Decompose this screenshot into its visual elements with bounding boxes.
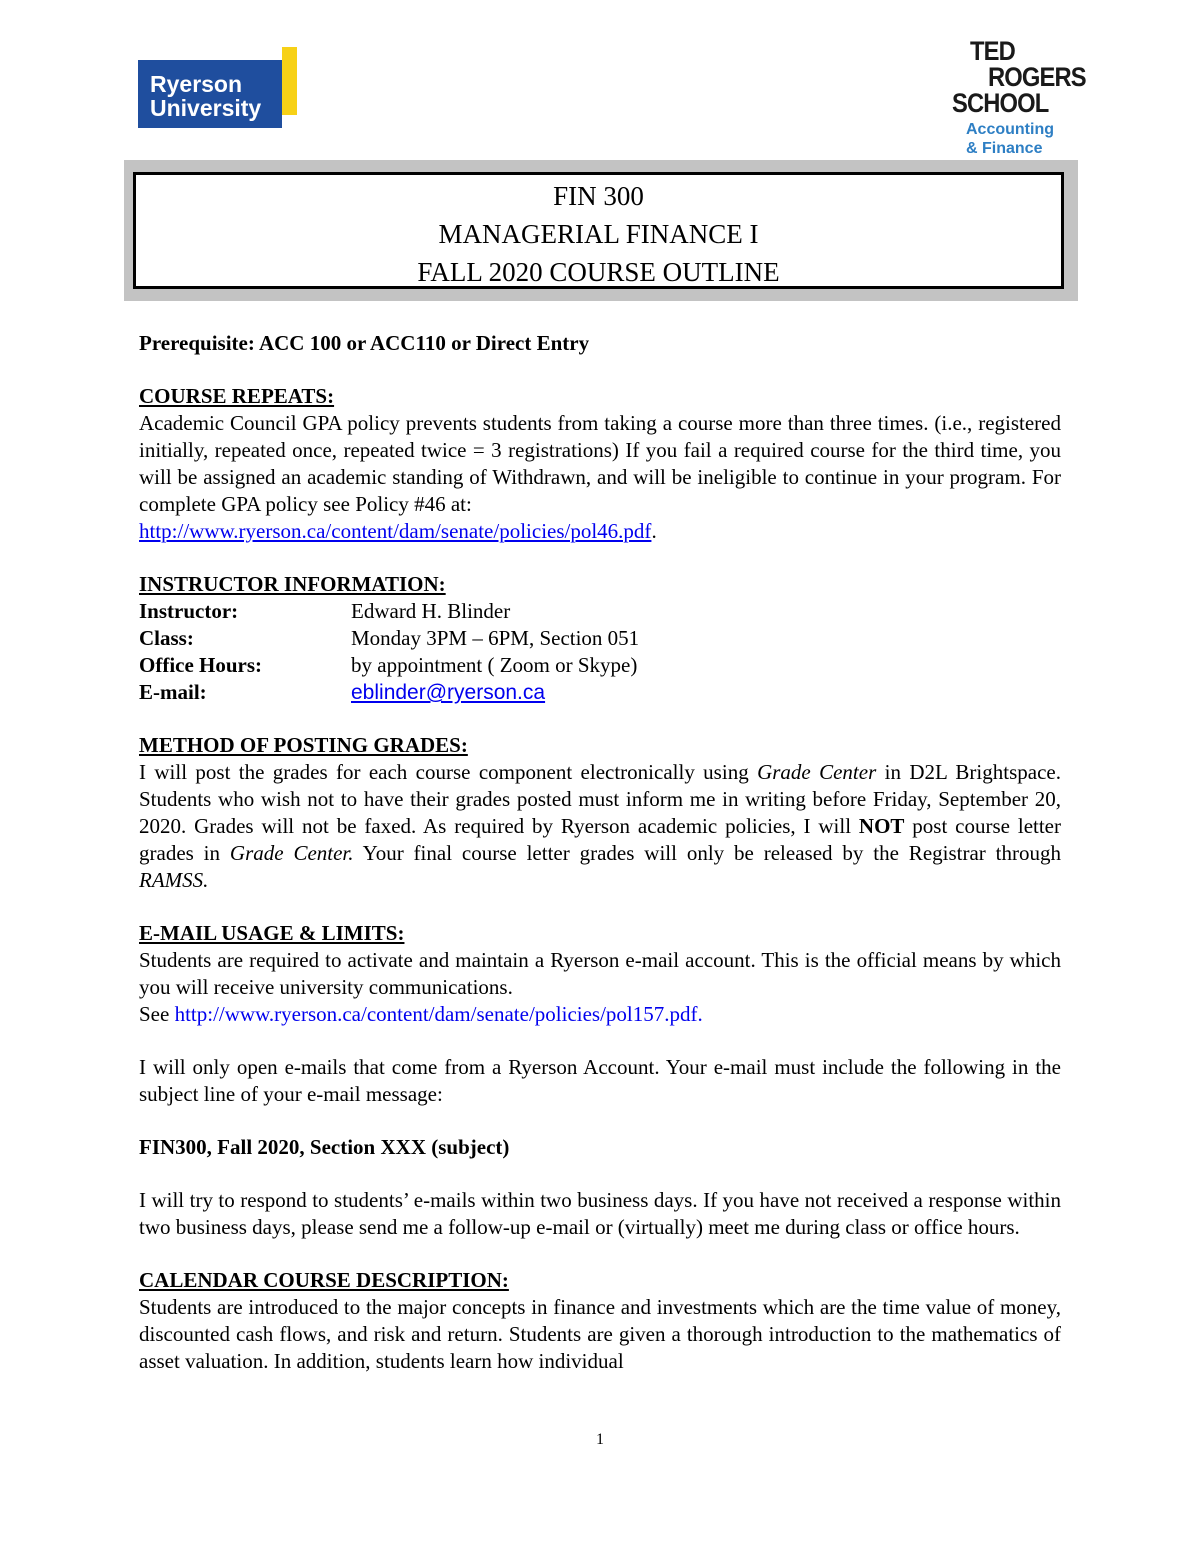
posting-grades-body [139, 759, 1061, 894]
trs-logo-sub1: Accounting [966, 121, 1054, 138]
class-value: Monday 3PM – 6PM, Section 051 [351, 626, 640, 650]
class-label: Class: [139, 626, 194, 650]
document-body [139, 330, 1061, 1375]
email-usage-body-3: I will try to respond to students’ e-mails within two business days. If you have not received a response within two business days, please send me a follow-up e-mail or (virtually) meet me during class or office hours. [139, 1188, 1061, 1239]
outline-title: FALL 2020 COURSE OUTLINE [417, 257, 780, 287]
instructor-row [139, 598, 1061, 625]
grade-center-term: Grade Center [757, 760, 877, 784]
email-subject-format: FIN300, Fall 2020, Section XXX (subject) [139, 1135, 510, 1159]
trs-logo-line2: ROGERS [988, 62, 1086, 92]
grade-center-term-2: Grade Center. [229, 841, 354, 865]
ted-rogers-school-logo [950, 38, 1090, 160]
ryerson-logo-yellow-bar [282, 47, 297, 115]
policy-46-link[interactable]: http://www.ryerson.ca/content/dam/senate/policies/pol46.pdf [139, 519, 652, 543]
email-row [139, 679, 1061, 706]
ryerson-logo-text [150, 72, 261, 120]
office-hours-label: Office Hours: [139, 653, 263, 677]
posting-grades-text-4: Your final course letter grades will only be released by the Registrar through [353, 841, 1061, 865]
ryerson-university-logo [138, 47, 300, 129]
not-emphasis: NOT [858, 814, 905, 838]
instructor-label: Instructor: [139, 599, 239, 623]
email-usage-heading: E-MAIL USAGE & LIMITS: [139, 921, 405, 945]
course-code: FIN 300 [553, 181, 644, 211]
ryerson-logo-box [138, 60, 282, 128]
course-repeats-body [139, 410, 1061, 545]
policy-46-link-suffix: . [651, 519, 657, 543]
office-hours-value: by appointment ( Zoom or Skype) [351, 653, 638, 677]
email-usage-body-2: I will only open e-mails that come from a Ryerson Account. Your e-mail must include the following in the subject line of your e-mail message: [139, 1055, 1061, 1106]
ramss-term: RAMSS. [139, 868, 209, 892]
class-row [139, 625, 1061, 652]
policy-157-link[interactable]: http://www.ryerson.ca/content/dam/senate/policies/pol157.pdf. [174, 1002, 703, 1026]
title-box [133, 172, 1064, 289]
trs-logo-line3: SCHOOL [952, 88, 1049, 118]
see-prefix: See [139, 1002, 175, 1026]
posting-grades-heading: METHOD OF POSTING GRADES: [139, 733, 468, 757]
instructor-info-heading: INSTRUCTOR INFORMATION: [139, 572, 446, 596]
instructor-value: Edward H. Blinder [351, 599, 511, 623]
posting-grades-text-2: in D2L Brightspace. Students who wish not to have their grades posted must inform me in writing before Friday, September 20, 2020. Grades will not be faxed. As required by Ryerson academic policies, I will [139, 760, 1061, 838]
calendar-description-heading: CALENDAR COURSE DESCRIPTION: [139, 1268, 509, 1292]
calendar-description-body: Students are introduced to the major concepts in finance and investments which are the time value of money, discounted cash flows, and risk and return. Students are given a thorough introduction to the mathematics of asset valuation. In addition, students learn how individual [139, 1295, 1061, 1373]
course-name: MANAGERIAL FINANCE I [438, 219, 759, 249]
course-repeats-heading: COURSE REPEATS: [139, 384, 335, 408]
ryerson-logo-line1: Ryerson [150, 71, 243, 97]
title-box-shadow [124, 160, 1078, 301]
trs-logo-line1: TED [970, 36, 1015, 66]
posting-grades-text-1: I will post the grades for each course component electronically using [139, 760, 758, 784]
instructor-email-link[interactable]: eblinder@ryerson.ca [351, 681, 546, 704]
ryerson-logo-line2: University [150, 95, 262, 121]
email-value-cell [351, 679, 1061, 706]
email-usage-body-1: Students are required to activate and maintain a Ryerson e-mail account. This is the official means by which you will receive university communications. [139, 948, 1061, 999]
email-policy-line [139, 1001, 1061, 1028]
email-label: E-mail: [139, 680, 207, 704]
office-hours-row [139, 652, 1061, 679]
trs-logo-sub2: & Finance [966, 140, 1043, 157]
posting-grades-text-3: post course letter grades in [139, 814, 1062, 865]
prerequisite: Prerequisite: ACC 100 or ACC110 or Direct Entry [139, 331, 590, 355]
page-number: 1 [596, 1431, 604, 1448]
course-repeats-text: Academic Council GPA policy prevents students from taking a course more than three times. (i.e., registered initially, repeated once, repeated twice = 3 registrations) If you fail a required course for the third time, you will be assigned an academic standing of Withdrawn, and will be ineligible to continue in your program. For complete GPA policy see Policy #46 at: [139, 411, 1061, 516]
